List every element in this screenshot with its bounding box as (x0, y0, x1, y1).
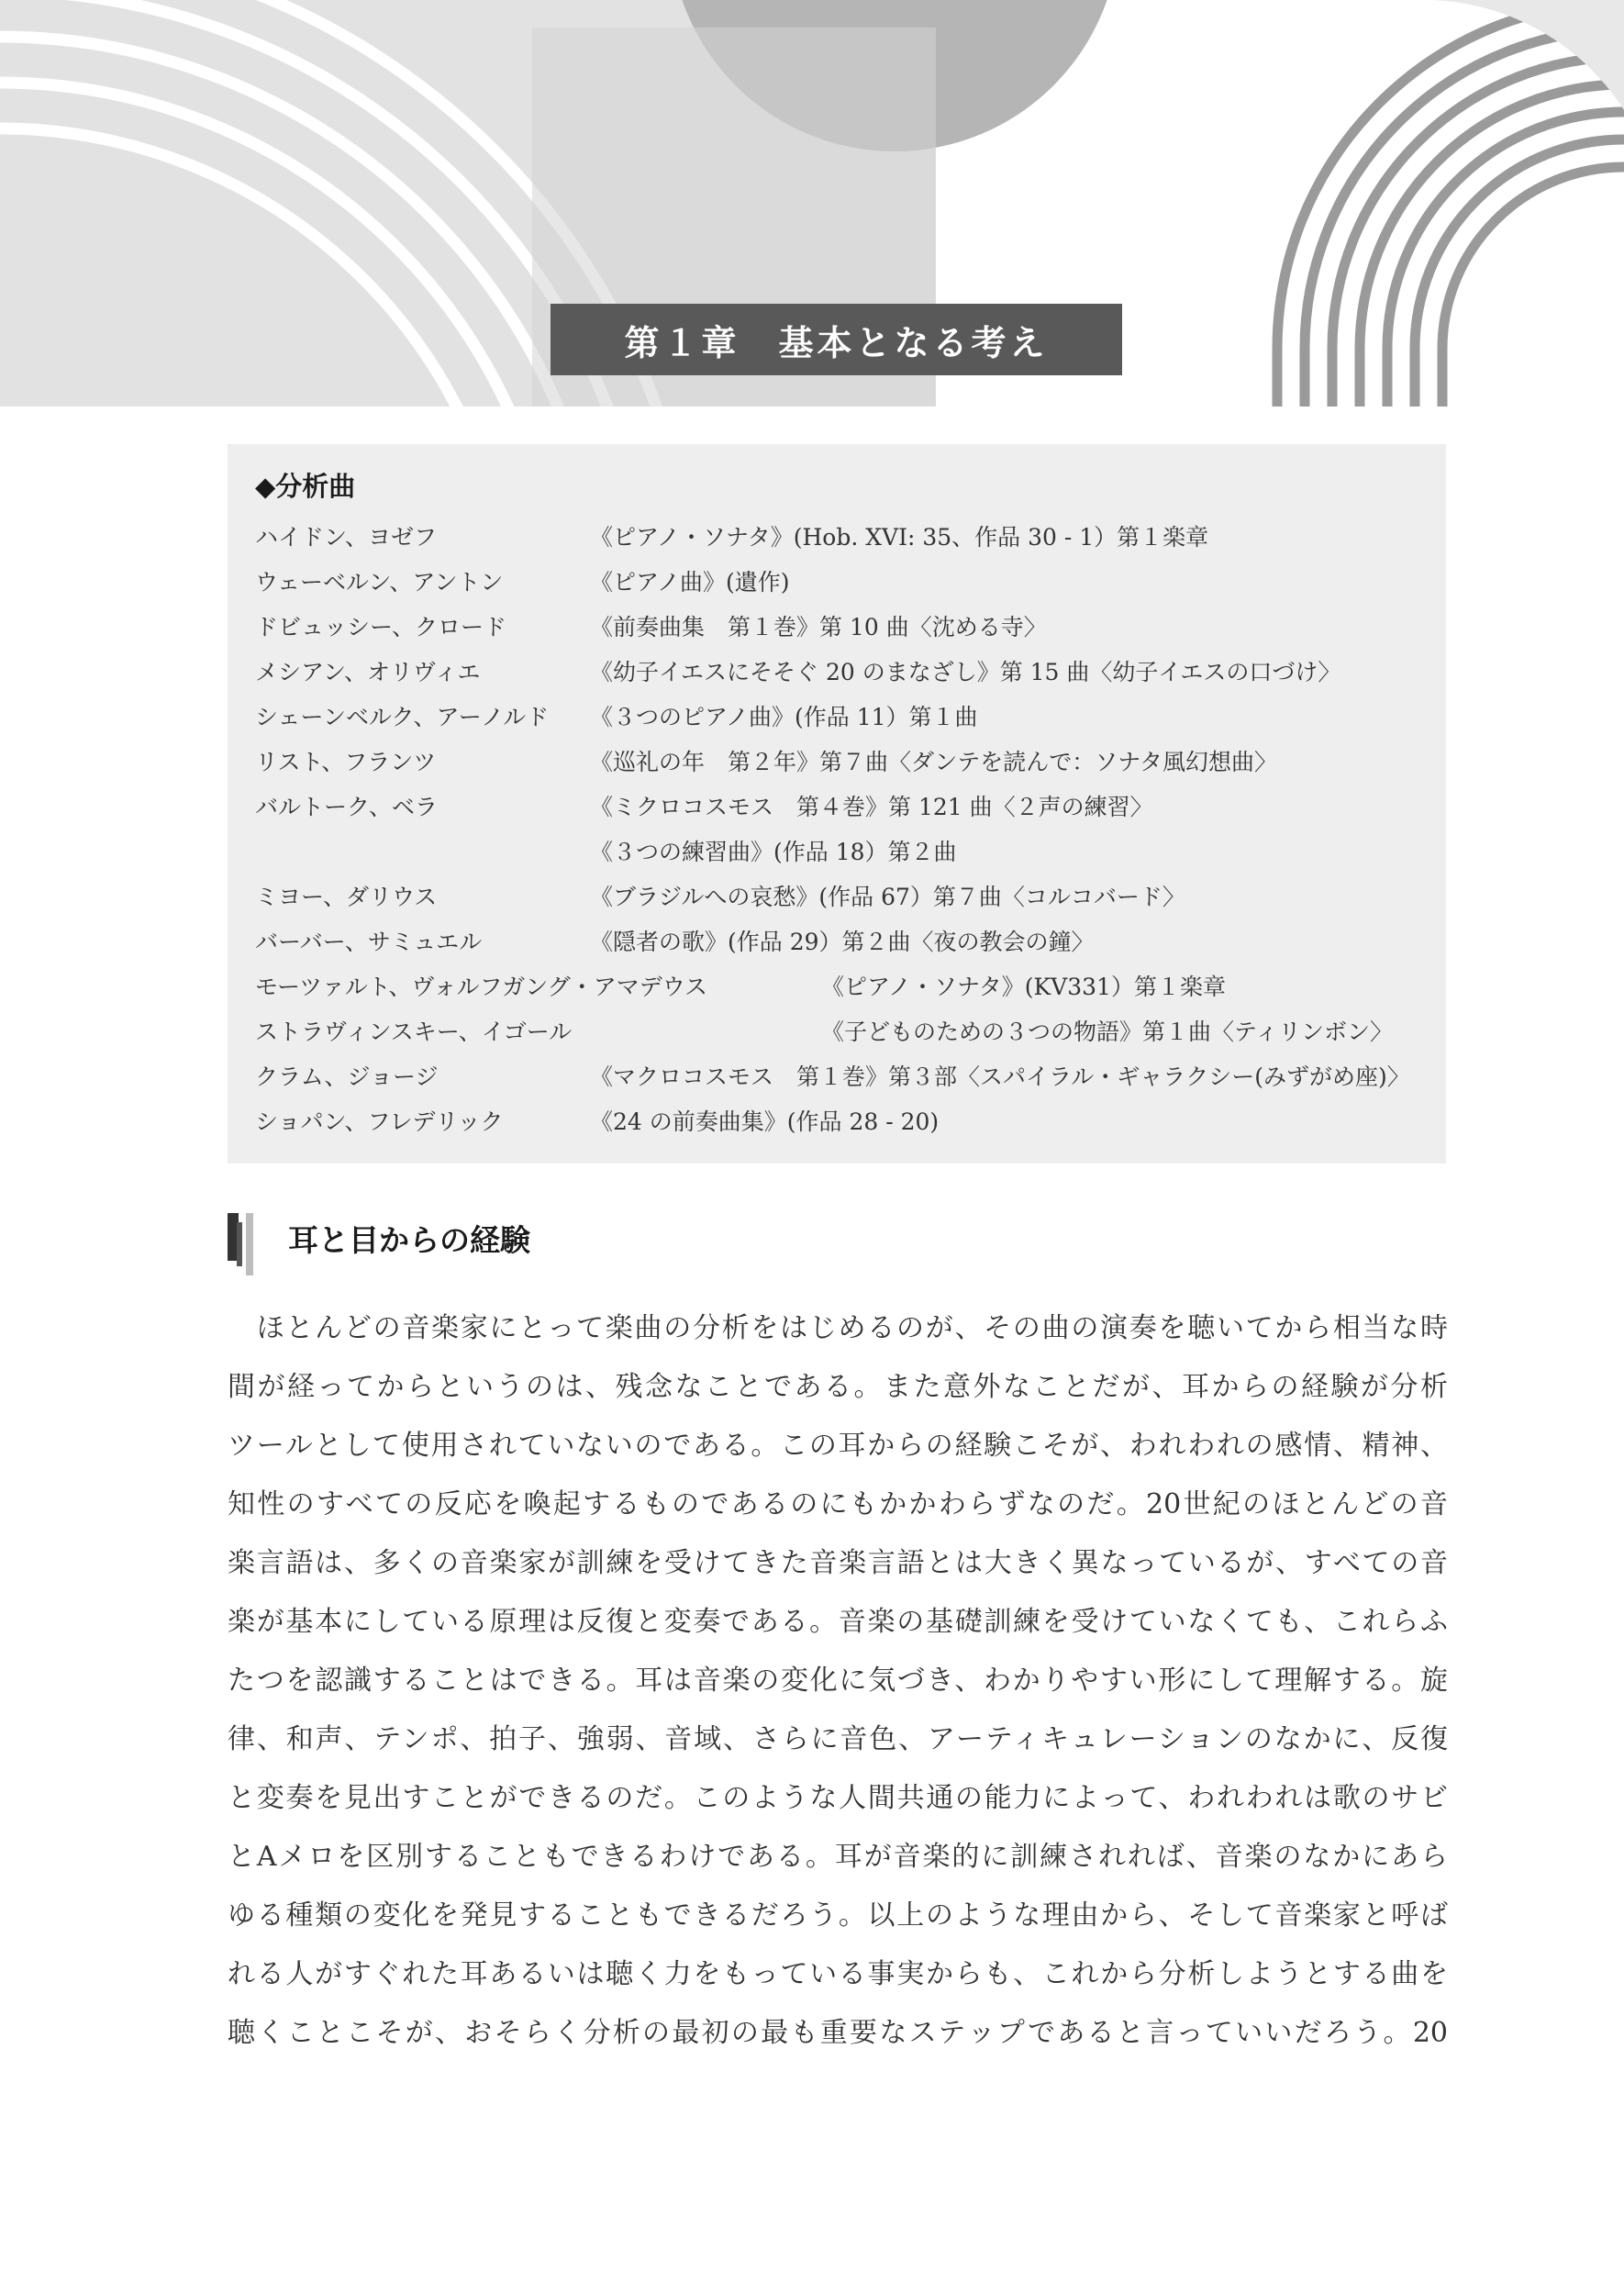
body-line: 楽言語は、多くの音楽家が訓練を受けてきた音楽言語とは大きく異なっているが、すべての音 (228, 1547, 1448, 1579)
work-title: 《ブラジルへの哀愁》(作品 67）第７曲〈コルコバード〉 (590, 884, 1185, 910)
composer-name: ウェーベルン、アントン (255, 569, 504, 596)
work-title: 《巡礼の年 第２年》第７曲〈ダンテを読んで：ソナタ風幻想曲〉 (590, 749, 1278, 775)
work-row (228, 744, 1446, 781)
body-line: 律、和声、テンポ、拍子、強弱、音域、さらに音色、アーティキュレーションのなかに、反復 (228, 1723, 1448, 1755)
work-title: 《３つの練習曲》(作品 18）第２曲 (590, 839, 957, 865)
analysis-works-heading: ◆分析曲 (255, 471, 356, 502)
work-row (228, 1059, 1446, 1096)
composer-name: バーバー、サミュエル (255, 929, 483, 955)
composer-name: リスト、フランツ (255, 749, 437, 775)
body-line: れる人がすぐれた耳あるいは聴く力をもっている事実からも、これから分析しようとする曲を (228, 1958, 1448, 1990)
composer-name: ショパン、フレデリック (255, 1108, 504, 1135)
body-line: ほとんどの音楽家にとって楽曲の分析をはじめるのが、その曲の演奏を聴いてから相当な時 (228, 1312, 1448, 1344)
work-row (228, 699, 1446, 736)
body-line: たつを認識することはできる。耳は音楽の変化に気づき、わかりやすい形にして理解する。旋 (228, 1665, 1448, 1697)
work-title: 《子どものための３つの物語》第１曲〈ティリンボン〉 (821, 1019, 1394, 1045)
work-title: 《３つのピアノ曲》(作品 11）第１曲 (590, 704, 978, 730)
body-line: ゆる種類の変化を発見することもできるだろう。以上のような理由から、そして音楽家と呼ば (228, 1899, 1448, 1932)
work-title: 《ピアノ・ソナタ》(Hob. XVI: 35、作品 30 - 1）第１楽章 (590, 524, 1209, 551)
composer-name: バルトーク、ベラ (255, 794, 439, 820)
analysis-works-box (228, 444, 1446, 1164)
work-row (228, 924, 1446, 961)
work-title: 《幼子イエスにそそぐ 20 のまなざし》第 15 曲〈幼子イエスの口づけ〉 (590, 659, 1341, 685)
composer-name: メシアン、オリヴィエ (255, 659, 481, 685)
composer-name: ハイドン、ヨゼフ (255, 524, 438, 551)
composer-name: ミヨー、ダリウス (255, 884, 438, 910)
body-line: 知性のすべての反応を喚起するものであるのにもかかわらずなのだ。20世紀のほとんどの音 (228, 1488, 1448, 1520)
work-row (228, 609, 1446, 646)
work-row (228, 564, 1446, 601)
work-title: 《隠者の歌》(作品 29）第２曲〈夜の教会の鐘〉 (590, 929, 1095, 955)
work-title: 《ピアノ・ソナタ》(KV331）第１楽章 (821, 974, 1226, 1000)
work-row (228, 1104, 1446, 1141)
composer-name: クラム、ジョージ (255, 1063, 439, 1090)
work-title: 《マクロコスモス 第１巻》第３部〈スパイラル・ギャラクシー(みずがめ座)〉 (590, 1063, 1410, 1090)
work-row (228, 1014, 1446, 1051)
work-row (228, 969, 1446, 1006)
work-title: 《ミクロコスモス 第４巻》第 121 曲〈２声の練習〉 (590, 794, 1153, 820)
body-line: と変奏を見出すことができるのだ。このような人間共通の能力によって、われわれは歌のサビ (228, 1782, 1448, 1814)
work-row (228, 879, 1446, 916)
composer-name: ストラヴィンスキー、イゴール (255, 1019, 573, 1045)
work-title: 《24 の前奏曲集》(作品 28 - 20) (590, 1108, 940, 1135)
composer-name: シェーンベルク、アーノルド (255, 704, 550, 730)
work-row (228, 789, 1446, 826)
work-row (228, 654, 1446, 691)
body-line: 間が経ってからというのは、残念なことである。また意外なことだが、耳からの経験が分析 (228, 1371, 1448, 1403)
body-line: ツールとして使用されていないのである。この耳からの経験こそが、われわれの感情、精神、 (228, 1430, 1448, 1462)
body-line: 聴くことこそが、おそらく分析の最初の最も重要なステップであると言っていいだろう。20 (228, 2017, 1448, 2049)
work-row (228, 834, 1446, 871)
right-top-arc (1431, 0, 1624, 110)
body-line: とAメロを区別することもできるわけである。耳が音楽的に訓練されれば、音楽のなかにあら (228, 1841, 1448, 1873)
work-title: 《前奏曲集 第１巻》第 10 曲〈沈める寺〉 (590, 614, 1047, 640)
section-title: 耳と目からの経験 (288, 1222, 530, 1258)
work-row (228, 519, 1446, 556)
section-marker-icon (228, 1213, 255, 1275)
right-arc-pattern (1277, 2, 1624, 406)
composer-name: モーツァルト、ヴォルフガング・アマデウス (255, 974, 708, 1000)
composer-name: ドビュッシー、クロード (255, 614, 507, 640)
body-line: 楽が基本にしている原理は反復と変奏である。音楽の基礎訓練を受けていなくても、これらふ (228, 1606, 1448, 1638)
section-heading (228, 1213, 962, 1275)
chapter-title: 第１章 基本となる考え (551, 304, 1122, 375)
work-title: 《ピアノ曲》(遺作) (590, 569, 790, 596)
